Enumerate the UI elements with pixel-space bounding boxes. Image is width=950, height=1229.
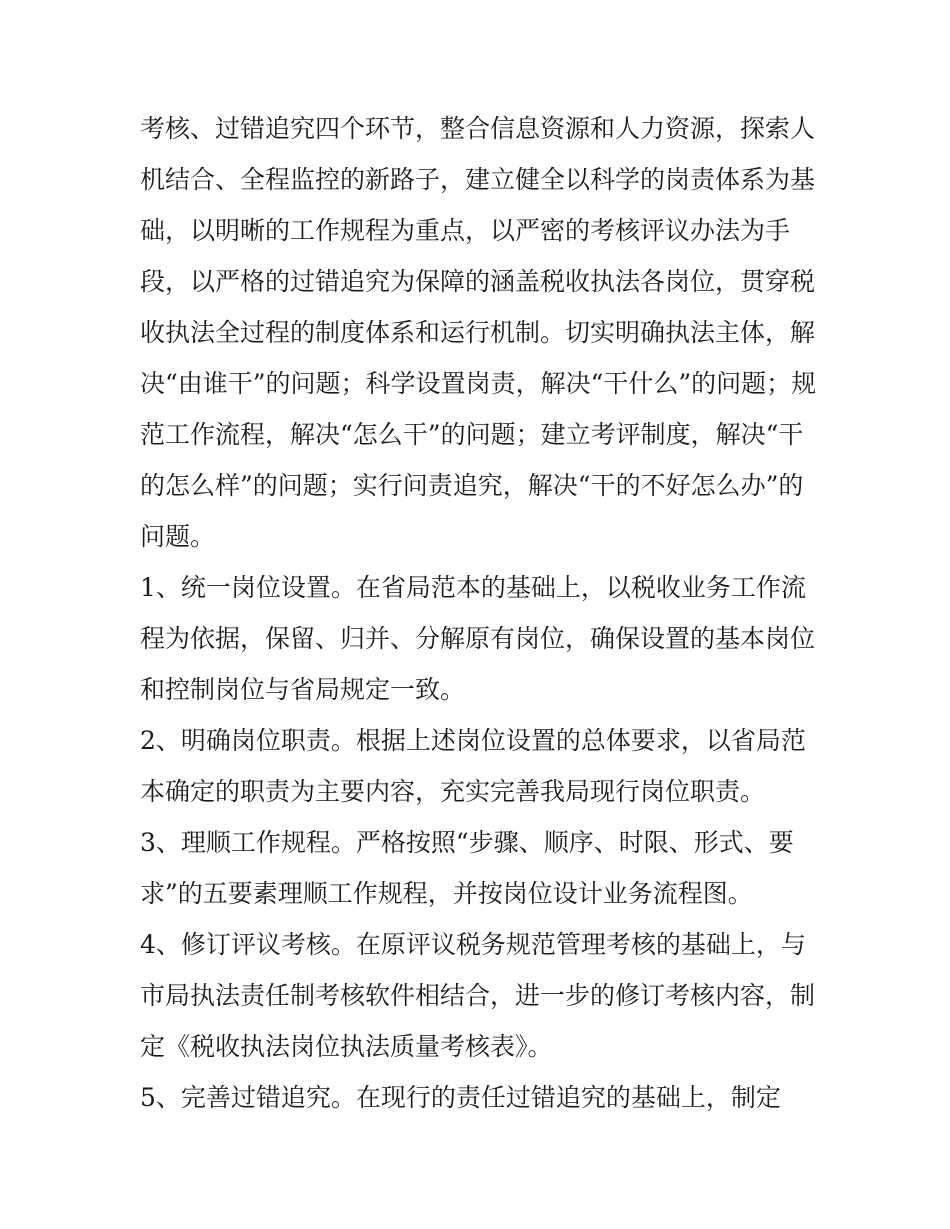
text-line: 求”的五要素理顺工作规程，并按岗位设计业务流程图。 bbox=[140, 879, 753, 908]
list-item-4-line: 4、修订评议考核。在原评议税务规范管理考核的基础上，与 bbox=[140, 930, 806, 959]
text-line: 市局执法责任制考核软件相结合，进一步的修订考核内容，制 bbox=[140, 981, 816, 1010]
text-line: 收执法全过程的制度体系和运行机制。切实明确执法主体，解 bbox=[140, 318, 816, 347]
list-item-1-line: 1、统一岗位设置。在省局范本的基础上，以税收业务工作流 bbox=[140, 573, 806, 602]
list-item-2-line: 2、明确岗位职责。根据上述岗位设置的总体要求，以省局范 bbox=[140, 726, 806, 755]
text-line: 决“由谁干”的问题；科学设置岗责，解决“干什么”的问题；规 bbox=[140, 369, 817, 398]
text-line: 问题。 bbox=[140, 522, 216, 551]
text-line: 础，以明晰的工作规程为重点，以严密的考核评议办法为手 bbox=[140, 216, 791, 245]
text-line: 和控制岗位与省局规定一致。 bbox=[140, 675, 466, 704]
text-line: 段，以严格的过错追究为保障的涵盖税收执法各岗位，贯穿税 bbox=[140, 267, 816, 296]
text-line: 本确定的职责为主要内容，充实完善我局现行岗位职责。 bbox=[140, 777, 766, 806]
text-line: 机结合、全程监控的新路子，建立健全以科学的岗责体系为基 bbox=[140, 165, 816, 194]
text-line: 定《税收执法岗位执法质量考核表》。 bbox=[140, 1032, 553, 1061]
document-body bbox=[140, 103, 820, 1123]
list-item-3-line: 3、理顺工作规程。严格按照“步骤、顺序、时限、形式、要 bbox=[140, 828, 794, 857]
text-line: 的怎么样”的问题；实行问责追究，解决“干的不好怎么办”的 bbox=[140, 471, 804, 500]
text-line: 范工作流程，解决“怎么干”的问题；建立考评制度，解决“干 bbox=[140, 420, 804, 449]
list-item-5-line: 5、完善过错追究。在现行的责任过错追究的基础上，制定 bbox=[140, 1083, 781, 1112]
text-line: 程为依据，保留、归并、分解原有岗位，确保设置的基本岗位 bbox=[140, 624, 816, 653]
text-line: 考核、过错追究四个环节，整合信息资源和人力资源，探索人 bbox=[140, 114, 816, 143]
